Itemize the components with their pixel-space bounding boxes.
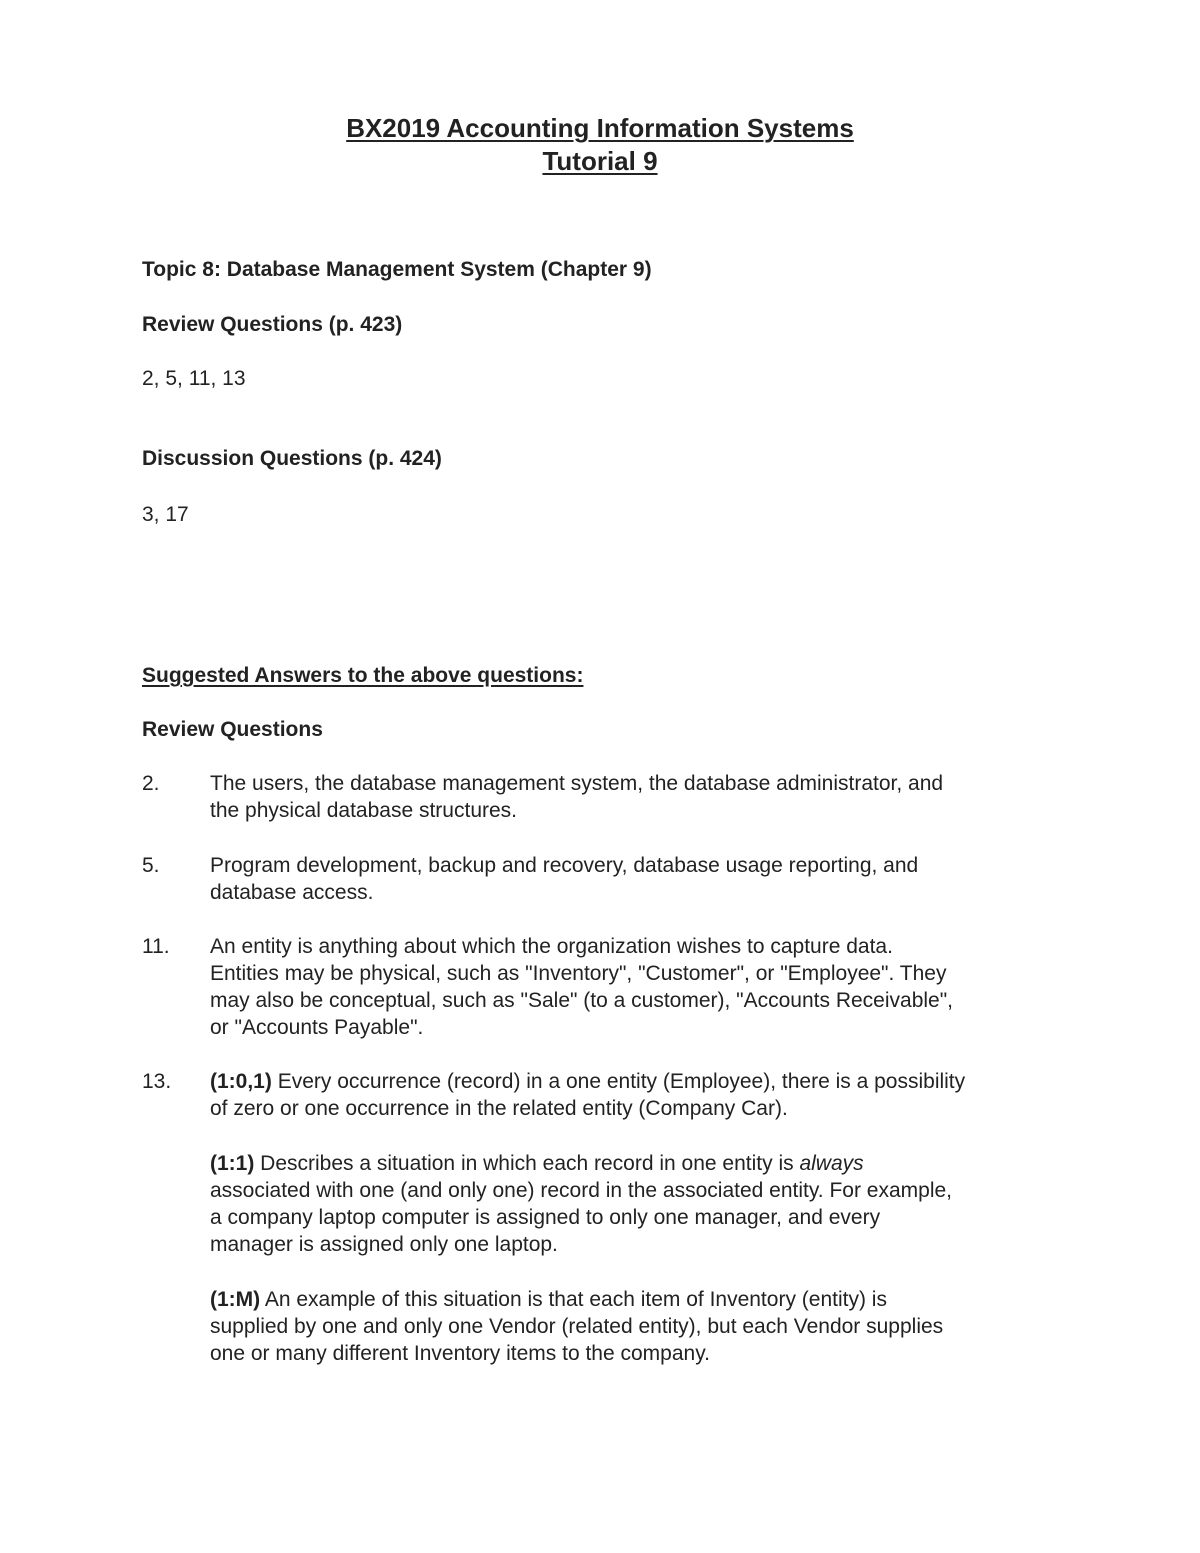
review-questions-heading: Review Questions (p. 423) <box>142 313 403 336</box>
answer-text <box>210 852 1070 906</box>
answer-line: supplied by one and only one Vendor (related entity), but each Vendor supplies <box>210 1315 944 1338</box>
answer-number: 13. <box>142 1070 172 1093</box>
answers-review-subheading: Review Questions <box>142 718 323 741</box>
answer-line-text: Every occurrence (record) in a one entity (Employee), there is a possibility <box>271 1070 966 1093</box>
answer-line: or "Accounts Payable". <box>210 1016 424 1039</box>
answer-line: manager is assigned only one laptop. <box>210 1233 558 1256</box>
answer-number: 11. <box>142 935 170 958</box>
answer-line <box>210 1150 1070 1177</box>
answer-line <box>210 1068 1070 1095</box>
answer-text <box>210 770 1070 824</box>
answer-13-part-1-m <box>210 1286 1070 1367</box>
answer-number: 2. <box>142 772 160 795</box>
answer-line: Program development, backup and recovery, database usage reporting, and <box>210 854 919 877</box>
topic-heading: Topic 8: Database Management System (Chapter 9) <box>142 258 652 281</box>
discussion-questions-heading: Discussion Questions (p. 424) <box>142 447 442 470</box>
cardinality-label: (1:M) <box>210 1288 261 1311</box>
answer-13-part-1-0-1 <box>210 1068 1070 1122</box>
answer-line: The users, the database management system, the database administrator, and <box>210 772 944 795</box>
answer-line: associated with one (and only one) record in the associated entity. For example, <box>210 1179 953 1202</box>
answer-13-part-1-1 <box>210 1150 1070 1258</box>
answer-line-text: Describes a situation in which each record in one entity is <box>254 1152 800 1175</box>
answer-line <box>210 1286 1070 1313</box>
document-title: BX2019 Accounting Information Systems <box>346 113 854 143</box>
document-subtitle: Tutorial 9 <box>542 146 658 176</box>
answer-line: of zero or one occurrence in the related entity (Company Car). <box>210 1097 788 1120</box>
answer-line: a company laptop computer is assigned to only one manager, and every <box>210 1206 881 1229</box>
answer-line: database access. <box>210 881 374 904</box>
discussion-question-numbers: 3, 17 <box>142 503 189 526</box>
cardinality-label: (1:1) <box>210 1152 255 1175</box>
answer-line: one or many different Inventory items to the company. <box>210 1342 710 1365</box>
suggested-answers-heading: Suggested Answers to the above questions: <box>142 664 584 687</box>
answer-text <box>210 933 1070 1041</box>
answer-line: Entities may be physical, such as "Inventory", "Customer", or "Employee". They <box>210 962 947 985</box>
answer-number: 5. <box>142 854 160 877</box>
emphasis-text: always <box>799 1152 864 1175</box>
answer-line: the physical database structures. <box>210 799 518 822</box>
cardinality-label: (1:0,1) <box>210 1070 272 1093</box>
answer-line: An entity is anything about which the organization wishes to capture data. <box>210 935 893 958</box>
answer-line-text: An example of this situation is that each item of Inventory (entity) is <box>260 1288 887 1311</box>
answer-line: may also be conceptual, such as "Sale" (to a customer), "Accounts Receivable", <box>210 989 954 1012</box>
review-question-numbers: 2, 5, 11, 13 <box>142 367 246 390</box>
